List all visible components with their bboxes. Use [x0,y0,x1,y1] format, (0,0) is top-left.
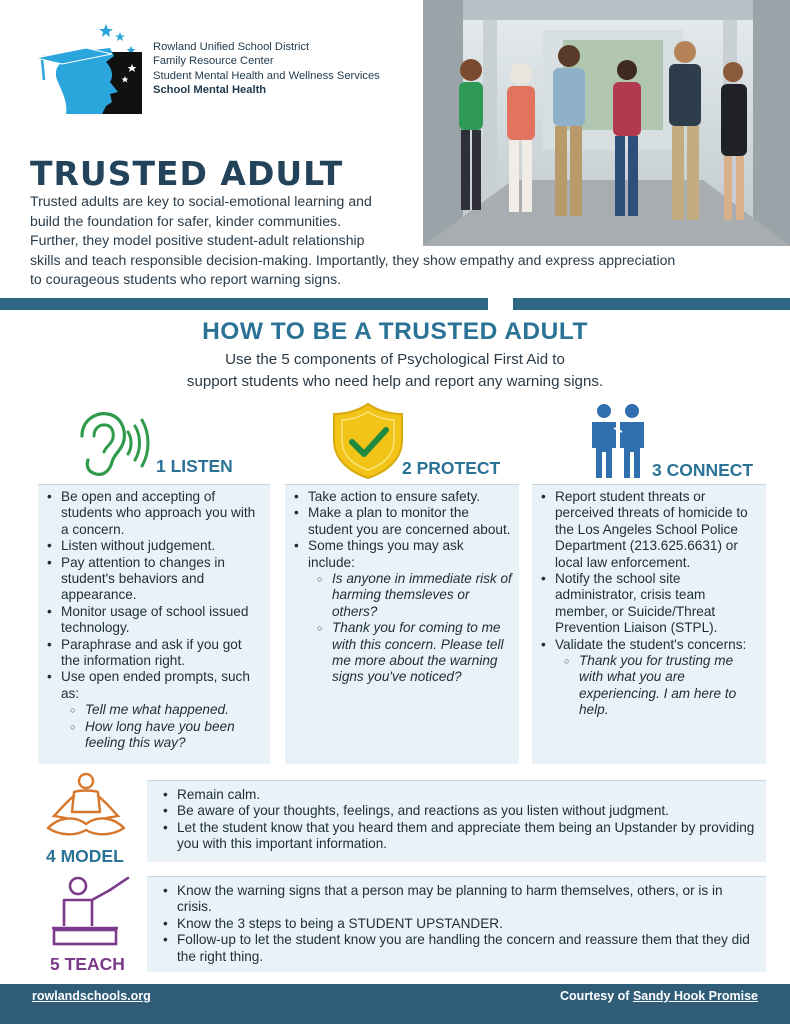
intro-line: skills and teach responsible decision-making. Importantly, they show empathy and express appreciation [30,251,676,268]
page-title: TRUSTED ADULT [30,154,344,193]
sandy-hook-link[interactable]: Sandy Hook Promise [632,989,758,1003]
teach-heading: 5 TEACH [50,954,125,974]
intro-line: to courageous students who report warning signs. [30,271,342,287]
teach-box [147,876,766,972]
wellness-services: Student Mental Health and Wellness Services [153,69,380,82]
intro-line: Further, they model positive student-adult relationship [30,232,365,248]
model-box [147,780,766,862]
sub-list-item: ○ Tell me what happened. [61,702,264,718]
howto-heading: HOW TO BE A TRUSTED ADULT [202,318,588,345]
list-item [538,637,760,719]
protect-card [285,484,519,764]
sub-list-item: ○ Thank you for coming to me with this concern. Please tell me more about the warning signs you've noticed? [308,620,513,686]
sub-list-item: ○ How long have you been feeling this way? [61,719,264,752]
district-name: Rowland Unified School District [153,41,310,53]
list-item: • Make a plan to monitor the student you are concerned about. [291,505,513,538]
meditation-icon [40,772,132,842]
model-heading: 4 MODEL [46,846,124,866]
two-people-icon [586,402,650,480]
list-item: • Be open and accepting of students who approach you with a concern. [44,489,264,538]
connect-card [532,484,766,764]
intro-line: build the foundation for safer, kinder communities. [30,212,342,229]
family-resource-center: Family Resource Center [153,55,274,68]
protect-heading: 2 PROTECT [402,458,501,478]
list-item: • Pay attention to changes in student's behaviors and appearance. [44,555,264,604]
ear-icon [68,410,150,478]
footer [0,984,790,1024]
list-item: • Report student threats or perceived threats of homicide to the Los Angeles School Police Department (213.625.6631) or local law enforcement. [538,489,760,571]
sub-list-item: ○ Thank you for trusting me with what you are experiencing. I am here to help. [555,653,760,719]
list-item: • Monitor usage of school issued technology. [44,604,264,637]
list-item: • Take action to ensure safety. [291,489,513,505]
list-item: • Notify the school site administrator, crisis team member, or Suicide/Threat Prevention Liaison (STPL). [538,571,760,637]
courtesy-prefix: Courtesy of [560,989,630,1003]
list-item: • Remain calm. [157,787,756,803]
district-info [153,40,380,97]
list-item-text: Some things you may ask include: [308,538,464,570]
list-item: • Know the 3 steps to being a STUDENT UPSTANDER. [157,916,756,932]
section-divider-right [513,298,790,310]
intro-line: Trusted adults are key to social-emotional learning and [30,193,372,209]
list-item: • Follow-up to let the student know you are handling the concern and reassure them that they did the right thing. [157,932,756,965]
teacher-pointer-icon [48,876,134,948]
section-divider-left [0,298,488,310]
graduate-head-logo-icon [32,22,144,114]
list-item: • Paraphrase and ask if you got the information right. [44,637,264,670]
shield-check-icon [332,402,404,480]
sub-list-item: ○ Is anyone in immediate risk of harming themsleves or others? [308,571,513,620]
list-item [291,538,513,686]
list-item: • Know the warning signs that a person may be planning to harm themselves, others, or is in crisis. [157,883,756,916]
list-item: • Let the student know that you heard them and appreciate them being an Upstander by providing you with this important information. [157,820,756,853]
list-item-text: Use open ended prompts, such as: [61,669,250,701]
list-item-text: Validate the student's concerns: [555,636,747,652]
intro-paragraph [30,192,675,290]
website-link[interactable]: rowlandschools.org [32,989,151,1003]
list-item [44,669,264,751]
list-item: • Be aware of your thoughts, feelings, and reactions as you listen without judgment. [157,803,756,819]
howto-subtitle-line: Use the 5 components of Psychological First Aid to [225,351,565,368]
program-name: School Mental Health [153,83,267,96]
listen-card [38,484,270,764]
list-item: • Listen without judgement. [44,538,264,554]
courtesy [560,989,758,1003]
listen-heading: 1 LISTEN [156,456,233,476]
connect-heading: 3 CONNECT [652,460,754,480]
howto-subtitle-line: support students who need help and report any warning signs. [186,373,604,390]
